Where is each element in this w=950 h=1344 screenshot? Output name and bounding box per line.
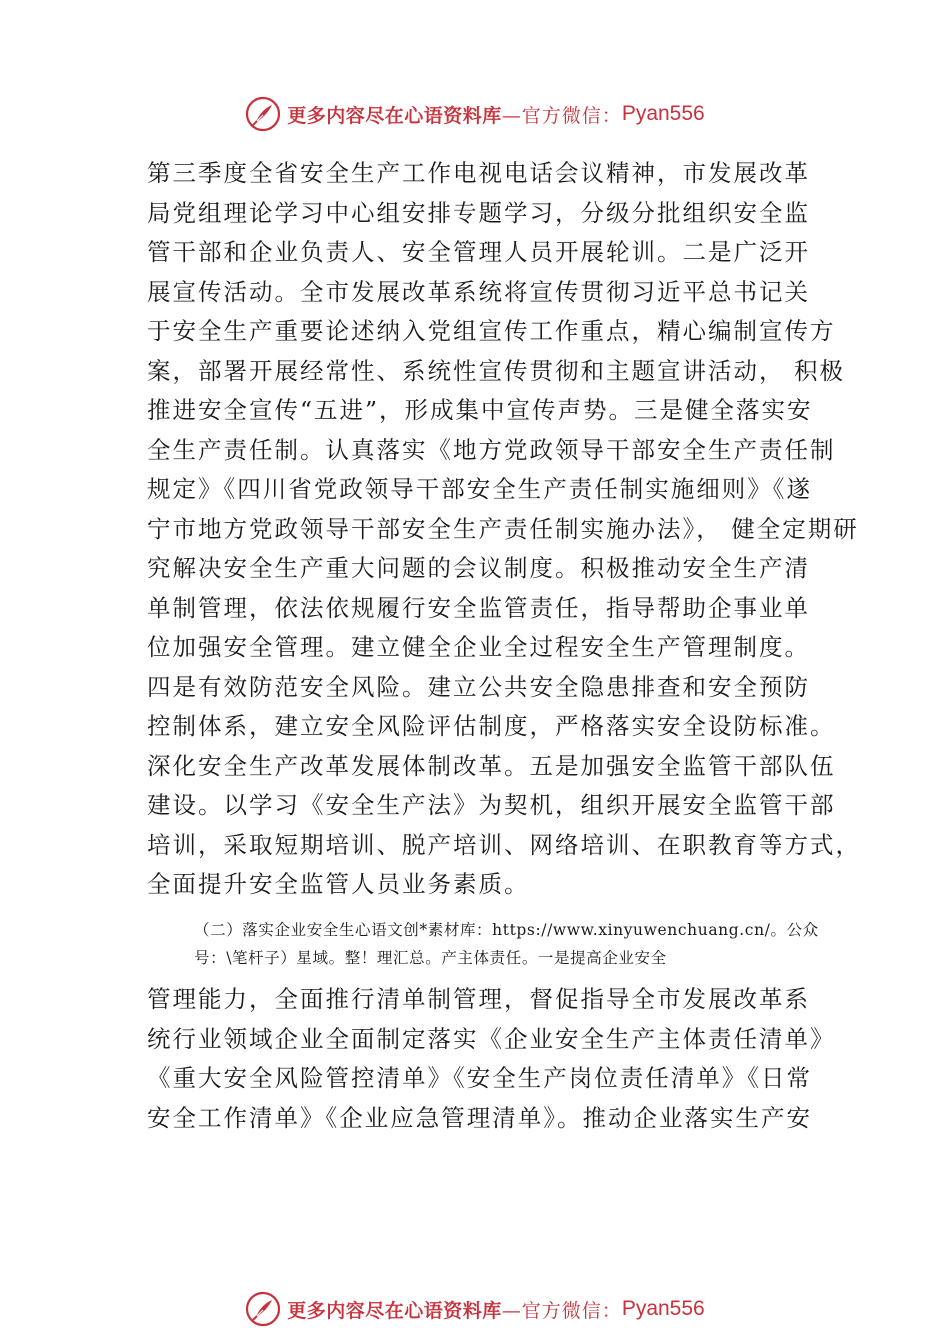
text-line: 究解决安全生产重大问题的会议制度。积极推动安全生产清: [147, 554, 810, 582]
text-line: 位加强安全管理。建立健全企业全过程安全生产管理制度。: [147, 633, 810, 661]
text-line: 深化安全生产改革发展体制改革。五是加强安全监管干部队伍: [147, 751, 836, 780]
text-line: 全面提升安全监管人员业务素质。: [147, 870, 530, 898]
text-line: 建设。以学习《安全生产法》为契机，组织开展安全监管干部: [147, 791, 836, 819]
banner-sub-text: —官方微信：: [501, 104, 622, 127]
text-line: 推进安全宣传“五进”，形成集中宣传声势。三是健全落实安: [147, 396, 813, 424]
banner-sub-text: —官方微信：: [501, 1299, 622, 1322]
footer-banner: [0, 1289, 950, 1329]
text-line: 单制管理，依法依规履行安全监管责任，指导帮助企事业单: [147, 593, 810, 622]
text-line: 安全工作清单》《企业应急管理清单》。推动企业落实生产安: [147, 1103, 812, 1132]
text-line: 四是有效防范安全风险。建立公共安全隐患排查和安全预防: [147, 672, 810, 701]
paragraph-main: [147, 154, 861, 905]
text-line: 培训，采取短期培训、脱产培训、网络培训、在职教育等方式，: [147, 830, 861, 859]
text-line: 展宣传活动。全市发展改革系统将宣传贯彻习近平总书记关: [147, 277, 810, 306]
paragraph-continued: [147, 980, 837, 1138]
text-line: 局党组理论学习中心组安排专题学习，分级分批组织安全监: [147, 198, 810, 227]
note-line: 号：\笔杆子）星域。整！理汇总。产主体责任。一是提高企业安全: [194, 949, 667, 967]
text-line: 《重大安全风险管控清单》《安全生产岗位责任清单》《日常: [147, 1064, 812, 1092]
text-line: 统行业领域企业全面制定落实《企业安全生产主体责任清单》: [147, 1024, 836, 1053]
banner-main-text: 更多内容尽在心语资料库: [287, 1299, 502, 1322]
note-line: （二）落实企业安全生心语文创*素材库：https://www.xinyuwenchuang.cn/。公众: [194, 921, 819, 939]
banner-wechat-id: Pyan556: [621, 102, 705, 125]
header-banner: [0, 94, 950, 134]
text-line: 控制体系，建立安全风险评估制度，严格落实安全设防标准。: [147, 712, 836, 740]
text-line: 规定》《四川省党政领导干部安全生产责任制实施细则》《遂: [147, 475, 812, 503]
text-line: 管干部和企业负责人、安全管理人员开展轮训。二是广泛开: [147, 238, 810, 266]
text-line: 案，部署开展经常性、系统性宣传贯彻和主题宣讲活动， 积极: [147, 356, 845, 385]
text-line: 第三季度全省安全生产工作电视电话会议精神，市发展改革: [147, 159, 810, 187]
text-line: 全生产责任制。认真落实《地方党政领导干部安全生产责任制: [147, 435, 836, 464]
inserted-note: [194, 916, 844, 972]
quill-pen-icon: [245, 1291, 281, 1327]
text-line: 宁市地方党政领导干部安全生产责任制实施办法》， 健全定期研: [147, 514, 859, 543]
banner-main-text: 更多内容尽在心语资料库: [287, 104, 502, 127]
banner-wechat-id: Pyan556: [621, 1297, 705, 1320]
text-line: 于安全生产重要论述纳入党组宣传工作重点，精心编制宣传方: [147, 317, 836, 345]
text-line: 管理能力，全面推行清单制管理，督促指导全市发展改革系: [147, 985, 810, 1013]
quill-pen-icon: [245, 96, 281, 132]
